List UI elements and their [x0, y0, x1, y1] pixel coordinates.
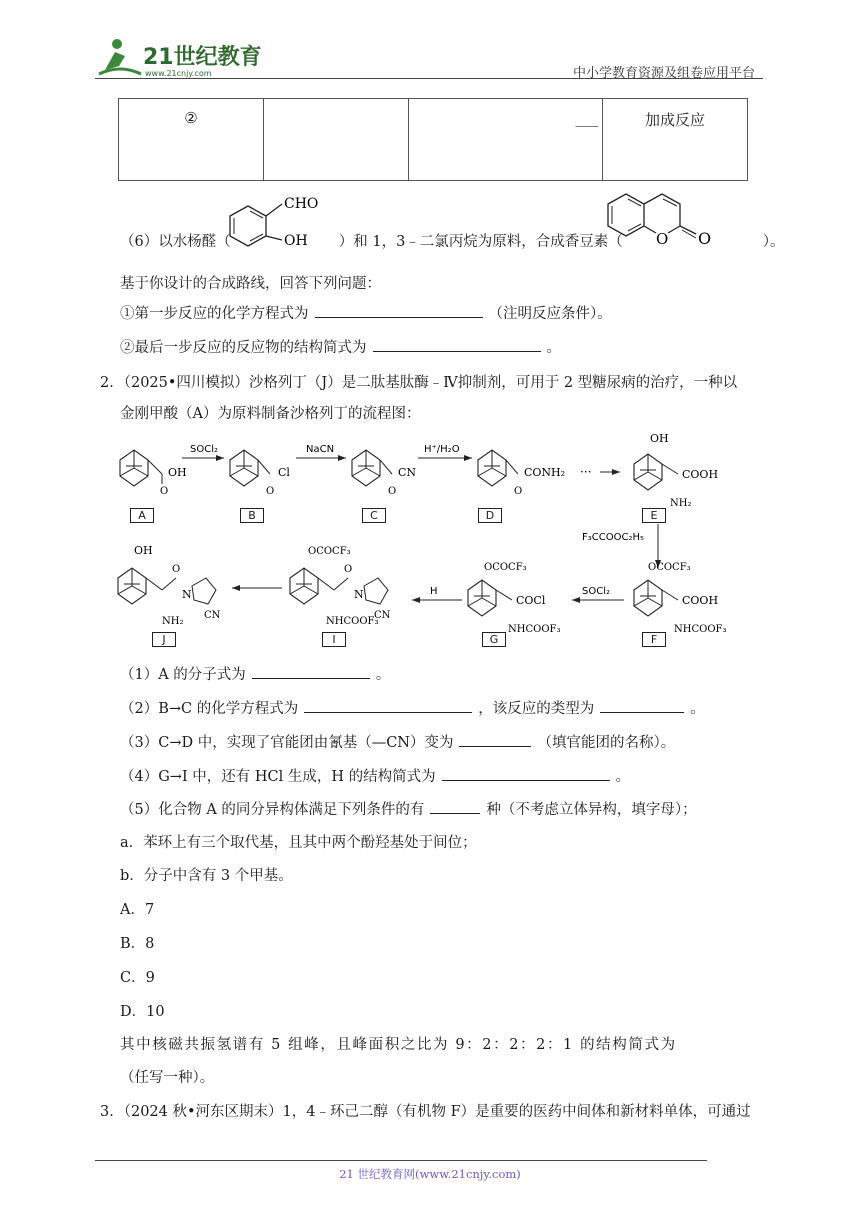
blank-cell	[409, 99, 603, 181]
carbonyl-o: O	[160, 486, 169, 497]
group-cn: CN	[398, 466, 417, 479]
carbonyl-o: O	[388, 486, 397, 497]
group-ococf3-i: OCOCF₃	[308, 546, 351, 557]
group-ococf3-g: OCOCF₃	[484, 562, 527, 573]
option-d[interactable]: D．10	[120, 1004, 165, 1020]
reagent-nacn: NaCN	[306, 444, 335, 455]
cho-label: CHO	[284, 196, 319, 212]
q2-part2	[120, 698, 705, 719]
q6-item1	[120, 303, 612, 324]
salicylaldehyde-structure	[220, 188, 330, 254]
carbonyl-o: O	[172, 564, 181, 575]
group-ococf3-f: OCOCF₃	[648, 562, 691, 573]
compound-label-j: J	[152, 632, 176, 647]
compound-label-f: F	[642, 632, 666, 647]
carbonyl-o: O	[344, 564, 353, 575]
answer-blank[interactable]	[373, 337, 541, 352]
q2-part4-end: 。	[615, 769, 631, 785]
group-oh-j: OH	[134, 544, 153, 557]
group-nh2-j: NH₂	[162, 616, 184, 627]
scheme-drawing	[112, 428, 752, 654]
q6-item1-suffix: （注明反应条件）。	[488, 306, 612, 322]
q2-stem-1: 2．（2025•四川模拟）沙格列丁（J）是二肽基肽酶﹣Ⅳ抑制剂，可用于 2 型糖尿病的治疗，一种以	[100, 375, 738, 391]
q2-part1-text: （1）A 的分子式为	[120, 667, 246, 683]
group-nhcoocf3-i: NHCOOF₃	[326, 616, 379, 627]
logo-text: 21世纪教育	[143, 45, 262, 70]
reagent-dots: ···	[580, 465, 592, 479]
carbonyl-o: O	[266, 486, 275, 497]
footer-divider	[95, 1160, 707, 1161]
condition-b: b．分子中含有 3 个甲基。	[120, 868, 293, 884]
reaction-scheme	[112, 428, 752, 658]
carbonyl-o: O	[514, 486, 523, 497]
group-n-i: N	[354, 588, 364, 601]
compound-label-c: C	[362, 508, 386, 523]
reagent-h: H	[430, 586, 438, 597]
answer-blank[interactable]	[315, 303, 483, 318]
empty-cell	[264, 99, 409, 181]
table-row	[119, 99, 748, 181]
coumarin-structure	[600, 174, 750, 254]
answer-blank[interactable]	[252, 664, 370, 679]
ring-oxygen-label: O	[656, 230, 669, 248]
option-a[interactable]: A．7	[120, 902, 155, 918]
reaction-type-cell: 加成反应	[603, 99, 748, 181]
compound-label-i: I	[322, 632, 346, 647]
q2-part2-mid: ，该反应的类型为	[478, 701, 595, 717]
carbonyl-oxygen-label: O	[698, 229, 712, 248]
q6-item2-prefix: ②最后一步反应的反应物的结构简式为	[120, 340, 367, 356]
q2-part1-end: 。	[375, 667, 391, 683]
group-cn-i: CN	[374, 610, 391, 621]
q2-part2-text: （2）B→C 的化学方程式为	[120, 701, 299, 717]
compound-label-g: G	[482, 632, 506, 647]
q6-intro: 基于你设计的合成路线，回答下列问题：	[120, 276, 381, 292]
reagent-socl2: SOCl₂	[190, 444, 218, 455]
q6-mid: ）和 1，3﹣二氯丙烷为原料，合成香豆素（	[338, 234, 623, 250]
condition-a: a．苯环上有三个取代基，且其中两个酚羟基处于间位；	[120, 835, 477, 851]
option-c[interactable]: C．9	[120, 970, 155, 986]
row-label-cell: ②	[119, 99, 264, 181]
group-oh-e: OH	[650, 432, 669, 445]
compound-label-a: A	[130, 508, 154, 523]
compound-label-d: D	[478, 508, 502, 523]
q6-item2	[120, 337, 561, 358]
q2-part3-end: （填官能团的名称）。	[537, 735, 676, 751]
group-nhcoocf3-f: NHCOOF₃	[674, 624, 727, 635]
q2-part3-text: （3）C→D 中，实现了官能团由氰基（—CN）变为	[120, 735, 454, 751]
group-conh2: CONH₂	[524, 466, 566, 479]
compound-label-e: E	[642, 508, 666, 523]
group-cn-j: CN	[204, 610, 221, 621]
q2-part4	[120, 766, 630, 787]
blank-line: ___	[575, 109, 598, 127]
group-nh2-e: NH₂	[670, 498, 692, 509]
option-b[interactable]: B．8	[120, 936, 155, 952]
group-cooh-e: COOH	[682, 468, 719, 481]
nmr-text-1: 其中核磁共振氢谱有 5 组峰，且峰面积之比为 9：2：2：2：1 的结构简式为	[120, 1037, 677, 1053]
group-cocl: COCl	[516, 594, 546, 607]
group-n-j: N	[182, 588, 192, 601]
header-divider	[95, 78, 763, 79]
answer-table	[118, 98, 748, 181]
q2-stem-2: 金刚甲酸（A）为原料制备沙格列丁的流程图：	[120, 406, 421, 422]
q2-part5	[120, 799, 697, 820]
q2-part3	[120, 732, 675, 753]
answer-blank[interactable]	[304, 698, 472, 713]
answer-blank[interactable]	[430, 799, 480, 814]
answer-blank[interactable]	[442, 766, 610, 781]
nmr-text-2: （任写一种）。	[120, 1070, 215, 1086]
group-oh: OH	[168, 466, 187, 479]
group-nhcoocf3-g: NHCOOF₃	[508, 624, 561, 635]
logo-url: www.21cnjy.com	[145, 69, 212, 78]
q2-part2-end: 。	[690, 701, 705, 717]
q6-item2-suffix: 。	[546, 340, 561, 356]
q6-start: （6）以水杨醛（	[120, 234, 231, 250]
platform-name: 中小学教育资源及组卷应用平台	[572, 66, 755, 81]
reagent-socl2-b: SOCl₂	[582, 586, 610, 597]
answer-blank[interactable]	[600, 698, 684, 713]
reagent-h-h2o: H⁺/H₂O	[424, 444, 460, 455]
q2-part5-text: （5）化合物 A 的同分异构体满足下列条件的有	[120, 802, 425, 818]
q2-part1	[120, 664, 390, 685]
group-cl: Cl	[278, 466, 290, 479]
compound-label-b: B	[240, 508, 264, 523]
footer-text: 21 世纪教育网(www.21cnjy.com)	[339, 1167, 521, 1181]
site-logo	[95, 34, 265, 80]
q6-end: ）。	[762, 234, 785, 250]
q2-part5-end: 种（不考虑立体异构，填字母）；	[486, 802, 697, 818]
q6-item1-prefix: ①第一步反应的化学方程式为	[120, 306, 309, 322]
q2-part4-text: （4）G→I 中，还有 HCl 生成，H 的结构简式为	[120, 769, 436, 785]
oh-label: OH	[284, 233, 308, 249]
q3-stem: 3．（2024 秋•河东区期末）1，4﹣环己二醇（有机物 F）是重要的医药中间体和新材料单体，可通过	[100, 1104, 751, 1120]
group-cooh-f: COOH	[682, 594, 719, 607]
reagent-f3: F₃CCOOC₂H₅	[582, 532, 644, 543]
answer-blank[interactable]	[459, 732, 531, 747]
